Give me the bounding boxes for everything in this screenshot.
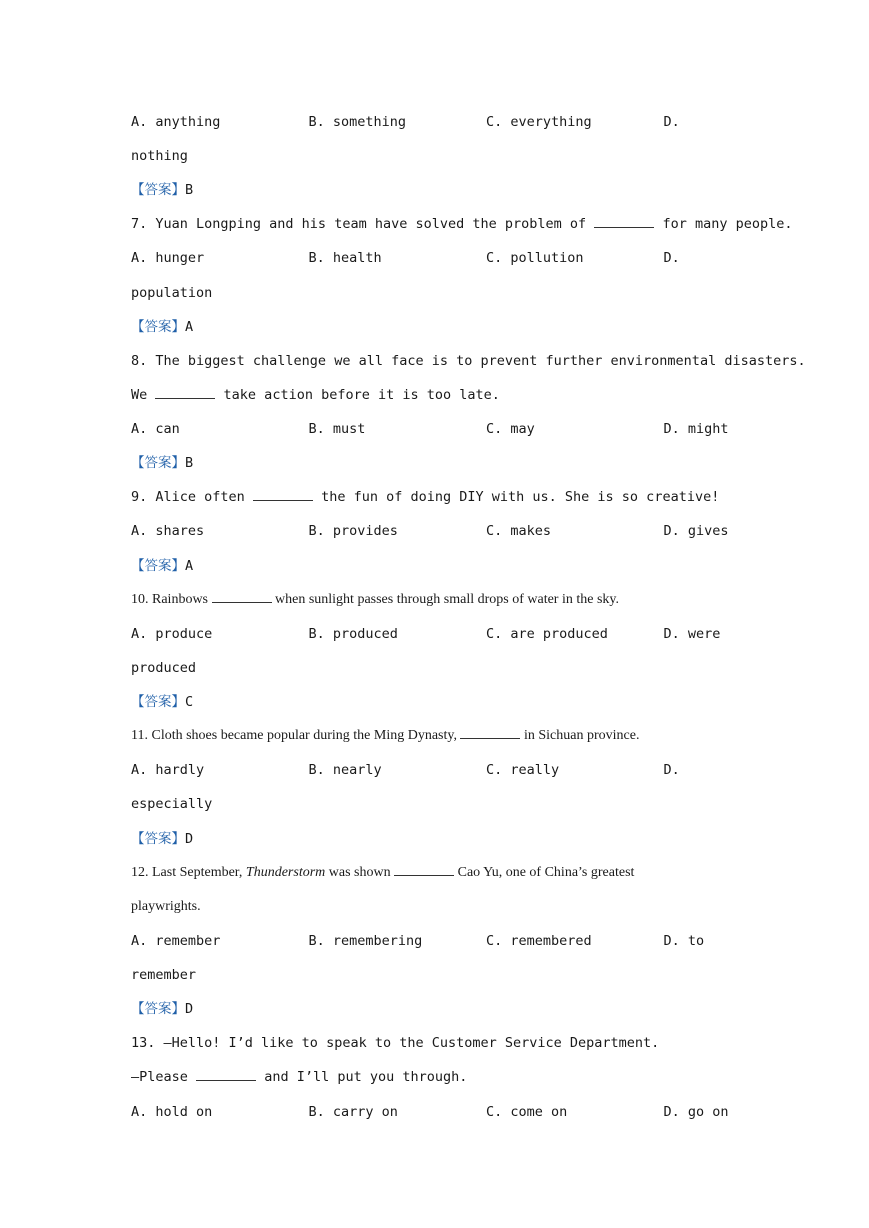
- stem-part: Cao Yu, one of China’s greatest: [457, 865, 635, 880]
- answer-value: B: [185, 182, 194, 198]
- stem-part: for many people.: [662, 216, 793, 232]
- answer-value: A: [185, 319, 194, 335]
- q11-option-c: C. really: [486, 762, 560, 778]
- answer-label: 【答案】: [131, 182, 185, 198]
- q10-option-a: A. produce: [131, 626, 213, 642]
- answer-value: B: [185, 455, 194, 471]
- q9-option-c: C. makes: [486, 523, 552, 539]
- q12-option-c: C. remembered: [486, 933, 592, 949]
- answer-blank: [196, 1068, 256, 1081]
- q6-option-d: D.: [663, 114, 680, 130]
- q13-option-c: C. come on: [486, 1104, 568, 1120]
- q11-option-b: B. nearly: [308, 762, 382, 778]
- answer-label: 【答案】: [131, 831, 185, 847]
- q7-option-b: B. health: [308, 250, 382, 266]
- q13-stem-line1: 13. —Hello! I’d like to speak to the Customer Service Department.: [131, 1035, 660, 1051]
- q7-option-a: A. hunger: [131, 250, 205, 266]
- q11-option-wrap: especially: [131, 796, 213, 812]
- q9-option-d: D. gives: [663, 523, 729, 539]
- answer-blank: [394, 863, 454, 876]
- q7-option-wrap: population: [131, 285, 213, 301]
- q12-option-wrap: remember: [131, 967, 197, 983]
- q9-option-b: B. provides: [308, 523, 398, 539]
- q11-option-d: D.: [663, 762, 680, 778]
- q12-stem-line2: playwrights.: [131, 899, 201, 914]
- q8-option-a: A. can: [131, 421, 180, 437]
- answer-value: D: [185, 1001, 194, 1017]
- q9-stem: [131, 487, 741, 507]
- q11-stem: [131, 726, 741, 746]
- answer-blank: [460, 726, 520, 739]
- q8-option-c: C. may: [486, 421, 535, 437]
- q13-stem-line2: [131, 1067, 741, 1087]
- q12-option-a: A. remember: [131, 933, 221, 949]
- stem-part: We: [131, 387, 148, 403]
- stem-part: and I’ll put you through.: [264, 1069, 468, 1085]
- answer-label: 【答案】: [131, 1001, 185, 1017]
- q7-option-d: D.: [663, 250, 680, 266]
- q8-options: [131, 419, 741, 439]
- q10-option-c: C. are produced: [486, 626, 608, 642]
- answer-label: 【答案】: [131, 455, 185, 471]
- answer-blank: [155, 386, 215, 399]
- stem-part: 7. Yuan Longping and his team have solved the problem of: [131, 216, 587, 232]
- q7-answer: [131, 317, 741, 337]
- answer-value: D: [185, 831, 194, 847]
- q9-options: [131, 521, 741, 541]
- answer-blank: [594, 215, 654, 228]
- q11-option-a: A. hardly: [131, 762, 205, 778]
- q6-options: [131, 112, 741, 132]
- q11-answer: [131, 829, 741, 849]
- q12-option-d: D. to: [663, 933, 705, 949]
- q12-answer: [131, 999, 741, 1019]
- q6-option-a: A. anything: [131, 114, 221, 130]
- q6-option-wrap: nothing: [131, 148, 188, 164]
- q13-options: [131, 1102, 741, 1122]
- stem-part: in Sichuan province.: [523, 728, 640, 743]
- q10-options: [131, 624, 741, 644]
- q8-option-b: B. must: [308, 421, 366, 437]
- answer-label: 【答案】: [131, 558, 185, 574]
- q7-option-c: C. pollution: [486, 250, 584, 266]
- q10-option-d: D. were: [663, 626, 721, 642]
- q8-option-d: D. might: [663, 421, 729, 437]
- q12-stem-line1: [131, 863, 741, 883]
- q13-option-b: B. carry on: [308, 1104, 398, 1120]
- stem-part: 12. Last September,: [131, 865, 243, 880]
- answer-blank: [212, 590, 272, 603]
- answer-value: A: [185, 558, 194, 574]
- q13-option-a: A. hold on: [131, 1104, 213, 1120]
- q6-option-c: C. everything: [486, 114, 592, 130]
- q7-stem: [131, 214, 793, 234]
- stem-part: —Please: [131, 1069, 188, 1085]
- q6-option-b: B. something: [308, 114, 407, 130]
- q11-options: [131, 760, 741, 780]
- answer-label: 【答案】: [131, 319, 185, 335]
- q10-option-wrap: produced: [131, 660, 197, 676]
- stem-part: was shown: [328, 865, 391, 880]
- stem-part: 10. Rainbows: [131, 592, 208, 607]
- stem-part: 11. Cloth shoes became popular during the Ming Dynasty,: [131, 728, 457, 743]
- q7-options: [131, 248, 741, 268]
- q9-option-a: A. shares: [131, 523, 205, 539]
- play-title: Thunderstorm: [245, 865, 326, 880]
- stem-part: the fun of doing DIY with us. She is so creative!: [321, 489, 720, 505]
- q6-answer: [131, 180, 741, 200]
- q12-option-b: B. remembering: [308, 933, 423, 949]
- answer-label: 【答案】: [131, 694, 185, 710]
- q8-stem-line1: 8. The biggest challenge we all face is to prevent further environmental disasters.: [131, 353, 806, 369]
- answer-value: C: [185, 694, 194, 710]
- q10-answer: [131, 692, 741, 712]
- q10-stem: [131, 590, 741, 610]
- q10-option-b: B. produced: [308, 626, 398, 642]
- answer-blank: [253, 488, 313, 501]
- stem-part: take action before it is too late.: [223, 387, 500, 403]
- q8-answer: [131, 453, 741, 473]
- q8-stem-line2: [131, 385, 741, 405]
- stem-part: when sunlight passes through small drops of water in the sky.: [275, 592, 619, 607]
- stem-part: 9. Alice often: [131, 489, 245, 505]
- q13-option-d: D. go on: [663, 1104, 729, 1120]
- q12-options: [131, 931, 741, 951]
- q9-answer: [131, 556, 741, 576]
